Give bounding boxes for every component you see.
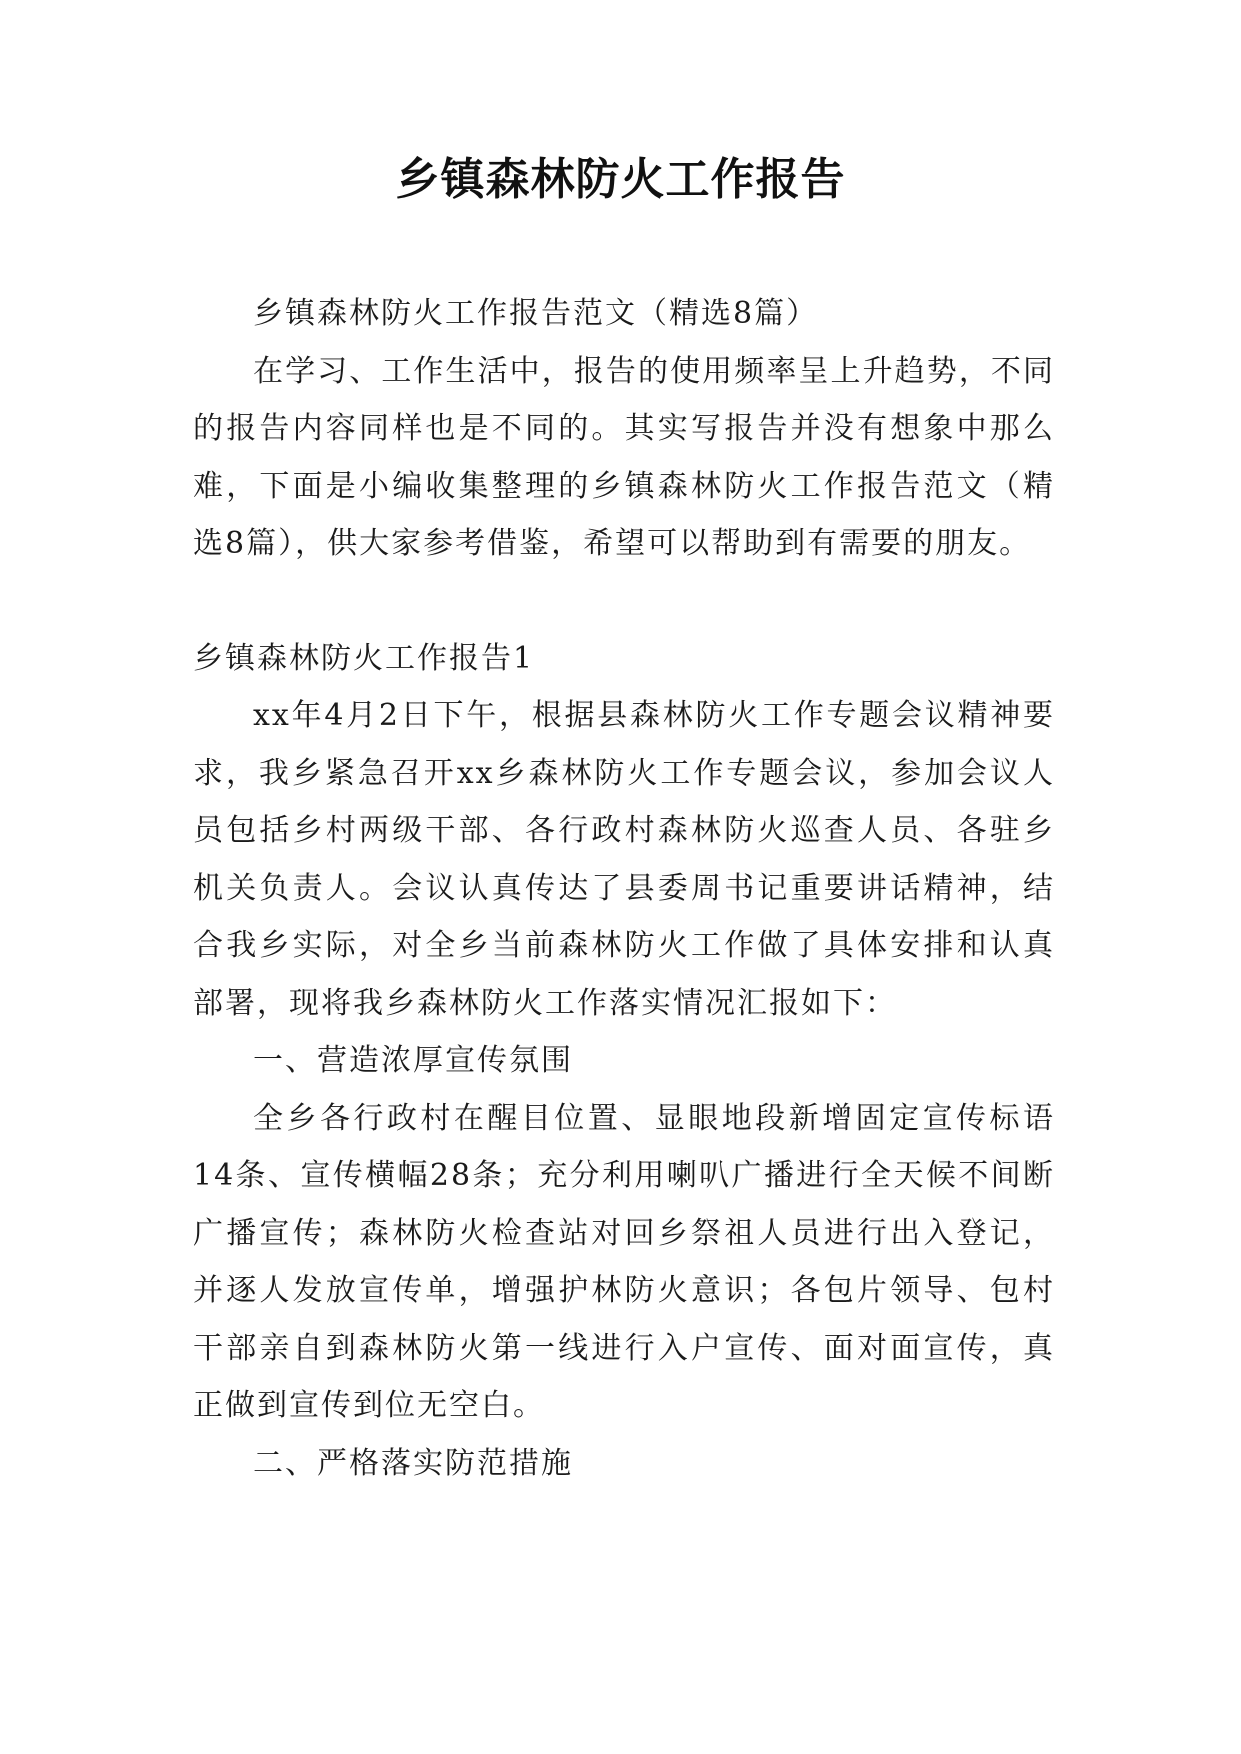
subtitle-paragraph: 乡镇森林防火工作报告范文（精选8篇）: [253, 296, 819, 331]
section-subheading-2: 二、严格落实防范措施: [253, 1445, 573, 1481]
paragraph-spacer: [193, 573, 1055, 630]
section-heading: 乡镇森林防火工作报告1: [193, 640, 535, 676]
document-title: 乡镇森林防火工作报告: [395, 154, 846, 205]
intro-paragraph: 在学习、工作生活中，报告的使用频率呈上升趋势，不同的报告内容同样也是不同的。其实写报告并没有想象中那么难，下面是小编收集整理的乡镇森林防火工作报告范文（精选8篇），供大家参考借鉴，希望可以帮助到有需要的朋友。: [193, 353, 1055, 561]
section-subheading-1: 一、营造浓厚宣传氛围: [253, 1043, 573, 1078]
document-body: [193, 285, 1055, 1492]
body-paragraph: 全乡各行政村在醒目位置、显眼地段新增固定宣传标语14条、宣传横幅28条；充分利用喇叭广播进行全天候不间断广播宣传；森林防火检查站对回乡祭祖人员进行出入登记，并逐人发放宣传单，增强护林防火意识；各包片领导、包村干部亲自到森林防火第一线进行入户宣传、面对面宣传，真正做到宣传到位无空白。: [193, 1100, 1055, 1423]
body-paragraph: xx年4月2日下午，根据县森林防火工作专题会议精神要求，我乡紧急召开xx乡森林防火工作专题会议，参加会议人员包括乡村两级干部、各行政村森林防火巡查人员、各驻乡机关负责人。会议认真传达了县委周书记重要讲话精神，结合我乡实际，对全乡当前森林防火工作做了具体安排和认真部署，现将我乡森林防火工作落实情况汇报如下：: [193, 698, 1055, 1021]
